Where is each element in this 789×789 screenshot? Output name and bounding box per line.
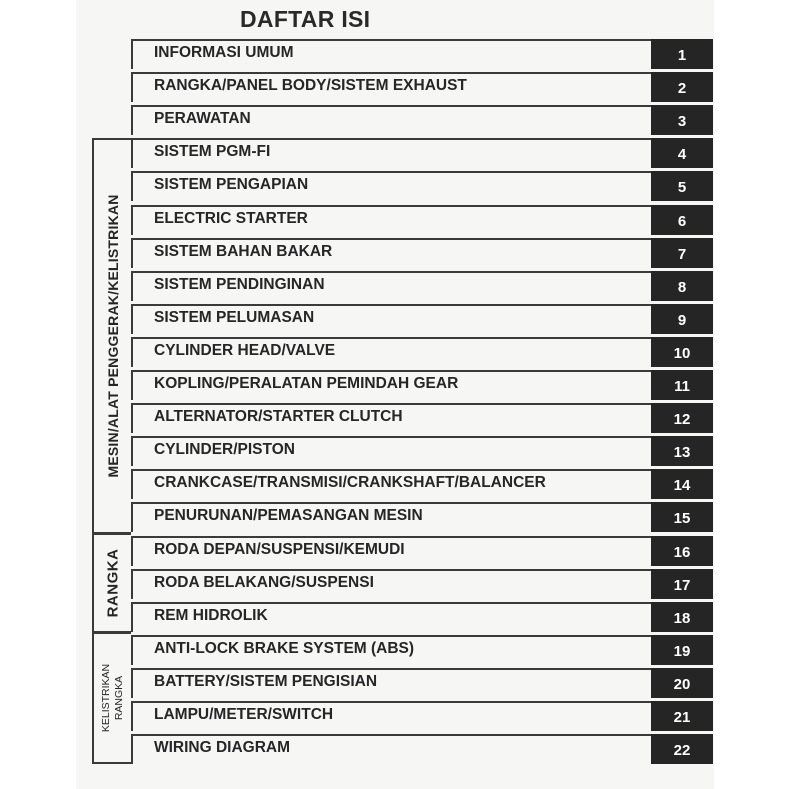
toc-row (131, 138, 713, 168)
toc-row (131, 72, 713, 102)
toc-row-label: SISTEM BAHAN BAKAR (154, 242, 333, 260)
group-label-line: RANGKA (112, 675, 125, 721)
toc-row-number: 1 (651, 39, 713, 69)
toc-row (131, 734, 713, 764)
toc-row-number: 13 (651, 436, 713, 466)
toc-row (131, 39, 713, 69)
toc-row (131, 569, 713, 599)
toc-row-number: 14 (651, 469, 713, 499)
toc-row (131, 469, 713, 499)
toc-row-number: 16 (651, 536, 713, 566)
toc-row-number: 5 (651, 171, 713, 201)
toc-row (131, 238, 713, 268)
toc-row (131, 171, 713, 201)
toc-row-number: 19 (651, 635, 713, 665)
toc-row-label: INFORMASI UMUM (154, 44, 294, 61)
toc-row-label: PENURUNAN/PEMASANGAN MESIN (154, 507, 423, 525)
toc-row-label: PERAWATAN (154, 110, 251, 128)
toc-row-number: 6 (651, 205, 713, 235)
toc-row-number: 17 (651, 569, 713, 599)
toc-row (131, 403, 713, 433)
toc-row-number: 12 (651, 403, 713, 433)
toc-row (131, 370, 713, 400)
toc-row (131, 271, 713, 301)
toc-row-number: 9 (651, 304, 713, 334)
group-label-line: KELISTRIKAN (99, 663, 112, 733)
toc-row (131, 436, 713, 466)
toc-row-label: SISTEM PGM-FI (154, 143, 271, 161)
toc-row-number: 18 (651, 602, 713, 632)
toc-row-label: SISTEM PELUMASAN (154, 308, 315, 326)
toc-row-label: SISTEM PENGAPIAN (154, 176, 309, 194)
toc-row-label: RANGKA/PANEL BODY/SISTEM EXHAUST (154, 77, 467, 95)
toc-row-label: CYLINDER HEAD/VALVE (154, 341, 336, 359)
toc-row-label: CRANKCASE/TRANSMISI/CRANKSHAFT/BALANCER (154, 474, 546, 492)
toc-row-label: LAMPU/METER/SWITCH (154, 706, 334, 723)
toc-row (131, 668, 713, 698)
toc-row-label: ALTERNATOR/STARTER CLUTCH (154, 408, 403, 426)
toc-row (131, 701, 713, 731)
toc-row (131, 105, 713, 135)
group-label: RANGKA (104, 548, 121, 618)
toc-row-number: 20 (651, 668, 713, 698)
group-label: MESIN/ALAT PENGGERAK/KELISTRIKAN (104, 194, 121, 478)
toc-row-number: 21 (651, 701, 713, 731)
toc-row-number: 7 (651, 238, 713, 268)
toc-row-label: RODA BELAKANG/SUSPENSI (154, 573, 374, 591)
toc-row-label: REM HIDROLIK (154, 606, 268, 624)
toc-row-number: 22 (651, 734, 713, 764)
toc-row-number: 4 (651, 138, 713, 168)
toc-row-label: ANTI-LOCK BRAKE SYSTEM (ABS) (154, 639, 415, 657)
toc-row-number: 11 (651, 370, 713, 400)
toc-row-number: 3 (651, 105, 713, 135)
toc-row (131, 602, 713, 632)
toc-row-label: RODA DEPAN/SUSPENSI/KEMUDI (154, 540, 405, 558)
toc-row (131, 205, 713, 235)
toc-row-number: 2 (651, 72, 713, 102)
toc-row-number: 10 (651, 337, 713, 367)
toc-row (131, 635, 713, 665)
toc-row-number: 15 (651, 502, 713, 532)
toc-row (131, 536, 713, 566)
toc-row-number: 8 (651, 271, 713, 301)
toc-row (131, 337, 713, 367)
toc-row (131, 304, 713, 334)
toc-row-label: SISTEM PENDINGINAN (154, 275, 325, 293)
toc-row-label: ELECTRIC STARTER (154, 209, 308, 227)
toc-row-label: CYLINDER/PISTON (154, 441, 295, 459)
toc-row-label: KOPLING/PERALATAN PEMINDAH GEAR (154, 375, 459, 392)
toc-row-label: BATTERY/SISTEM PENGISIAN (154, 672, 378, 690)
toc-row (131, 502, 713, 532)
page-title: DAFTAR ISI (240, 6, 371, 32)
toc-row-label: WIRING DIAGRAM (154, 739, 291, 757)
